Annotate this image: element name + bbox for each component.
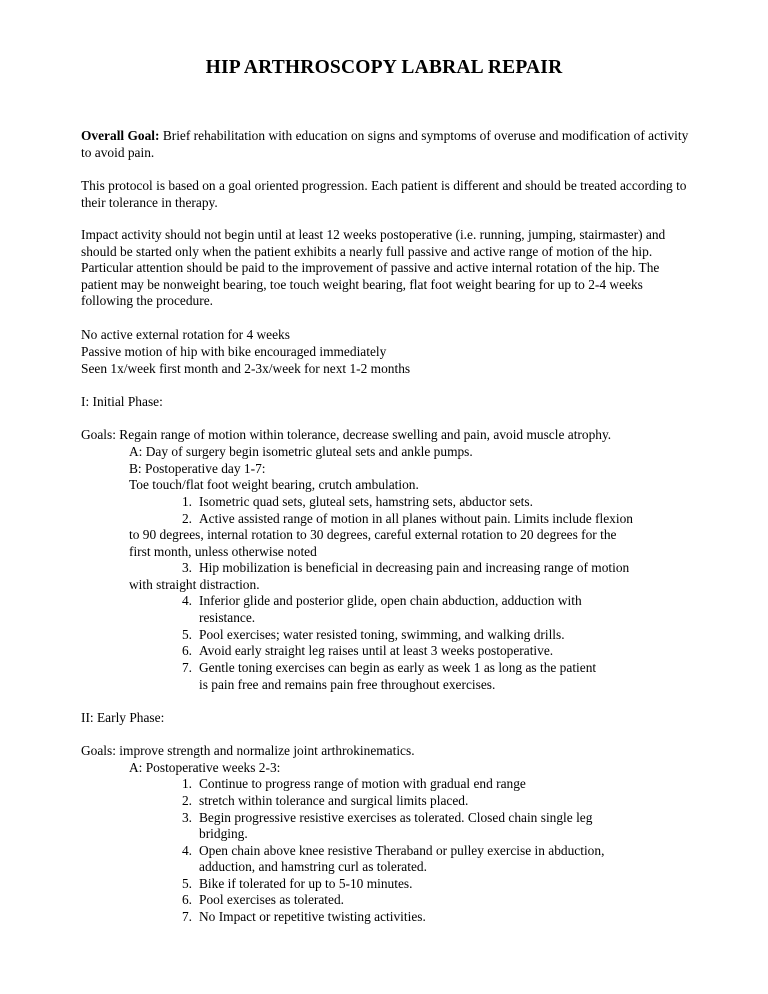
list-item — [170, 593, 582, 610]
list-item-number: 1. — [181, 776, 192, 791]
list-item-text: Active assisted range of motion in all planes without pain. Limits include flexion — [199, 511, 633, 526]
overall-goal-paragraph — [81, 128, 691, 161]
phase2-step-a: A: Postoperative weeks 2-3: — [129, 760, 281, 775]
impact-note-paragraph: Impact activity should not begin until at least 12 weeks postoperative (i.e. running, jumping, stairmaster) and should be started only when the patient exhibits a nearly full passive and active range of motion of the hip. Particular attention should be paid to the improvement of passive and active internal rotation of the hip. The patient may be nonweight bearing, toe touch weight bearing, flat foot weight bearing for up to 2-4 weeks following the procedure. — [81, 227, 666, 309]
list-item-continuation: is pain free and remains pain free throughout exercises. — [199, 677, 496, 692]
list-item-continuation: bridging. — [199, 826, 248, 841]
list-item — [170, 892, 344, 909]
phase1-step-b: B: Postoperative day 1-7: — [129, 461, 266, 476]
list-item-text: Gentle toning exercises can begin as early as week 1 as long as the patient — [199, 660, 597, 675]
list-item-continuation: first month, unless otherwise noted — [129, 544, 317, 559]
overall-goal-text: Brief rehabilitation with education on signs and symptoms of overuse and modification of activity to avoid pain. — [81, 128, 689, 160]
list-item-text: Hip mobilization is beneficial in decreasing pain and increasing range of motion — [199, 560, 630, 575]
list-item — [170, 876, 412, 893]
list-item-number: 3. — [181, 560, 192, 575]
phase1-goals: Goals: Regain range of motion within tolerance, decrease swelling and pain, avoid muscle atrophy. — [81, 427, 612, 442]
rule-line: Seen 1x/week first month and 2-3x/week for next 1-2 months — [81, 361, 411, 376]
list-item — [170, 776, 526, 793]
list-item-number: 3. — [181, 810, 192, 825]
list-item-text: Open chain above knee resistive Theraband or pulley exercise in abduction, — [199, 843, 605, 858]
list-item-number: 7. — [181, 909, 192, 924]
list-item-number: 4. — [181, 843, 192, 858]
list-item-number: 5. — [181, 876, 192, 891]
list-item — [170, 810, 592, 827]
list-item-number: 6. — [181, 892, 192, 907]
list-item-text: Isometric quad sets, gluteal sets, hamstring sets, abductor sets. — [199, 494, 533, 509]
list-item-text: Inferior glide and posterior glide, open chain abduction, adduction with — [199, 593, 582, 608]
list-item-number: 4. — [181, 593, 192, 608]
list-item-continuation: to 90 degrees, internal rotation to 30 degrees, careful external rotation to 20 degrees for the — [129, 527, 617, 542]
phase1-step-a: A: Day of surgery begin isometric gluteal sets and ankle pumps. — [129, 444, 473, 459]
list-item-continuation: with straight distraction. — [129, 577, 260, 592]
list-item — [170, 660, 596, 677]
list-item-text: stretch within tolerance and surgical limits placed. — [199, 793, 469, 808]
list-item-text: Continue to progress range of motion with gradual end range — [199, 776, 526, 791]
phase2-heading: II: Early Phase: — [81, 710, 165, 725]
list-item-number: 5. — [181, 627, 192, 642]
list-item-text: Avoid early straight leg raises until at least 3 weeks postoperative. — [199, 643, 554, 658]
list-item-text: Pool exercises; water resisted toning, swimming, and walking drills. — [199, 627, 565, 642]
list-item — [170, 843, 604, 860]
list-item-number: 6. — [181, 643, 192, 658]
phase1-step-b-note: Toe touch/flat foot weight bearing, crutch ambulation. — [129, 477, 419, 492]
phase1-heading: I: Initial Phase: — [81, 394, 163, 409]
list-item — [170, 643, 553, 660]
list-item — [170, 560, 629, 577]
rule-line: Passive motion of hip with bike encouraged immediately — [81, 344, 387, 359]
list-item — [170, 627, 565, 644]
list-item — [170, 793, 468, 810]
list-item-number: 7. — [181, 660, 192, 675]
overall-goal-label: Overall Goal: — [81, 128, 160, 143]
list-item-number: 2. — [181, 511, 192, 526]
list-item-continuation: resistance. — [199, 610, 256, 625]
list-item-text: Begin progressive resistive exercises as tolerated. Closed chain single leg — [199, 810, 593, 825]
list-item-number: 1. — [181, 494, 192, 509]
list-item — [170, 494, 533, 511]
list-item — [170, 511, 633, 528]
rule-line: No active external rotation for 4 weeks — [81, 327, 290, 342]
page-title: HIP ARTHROSCOPY LABRAL REPAIR — [205, 57, 563, 78]
list-item-text: Pool exercises as tolerated. — [199, 892, 345, 907]
list-item — [170, 909, 426, 926]
list-item-number: 2. — [181, 793, 192, 808]
list-item-text: No Impact or repetitive twisting activities. — [199, 909, 426, 924]
phase2-goals: Goals: improve strength and normalize joint arthrokinematics. — [81, 743, 415, 758]
protocol-note-paragraph: This protocol is based on a goal oriented progression. Each patient is different and should be treated according to their tolerance in therapy. — [81, 178, 687, 210]
list-item-continuation: adduction, and hamstring curl as tolerated. — [199, 859, 427, 874]
list-item-text: Bike if tolerated for up to 5-10 minutes. — [199, 876, 413, 891]
